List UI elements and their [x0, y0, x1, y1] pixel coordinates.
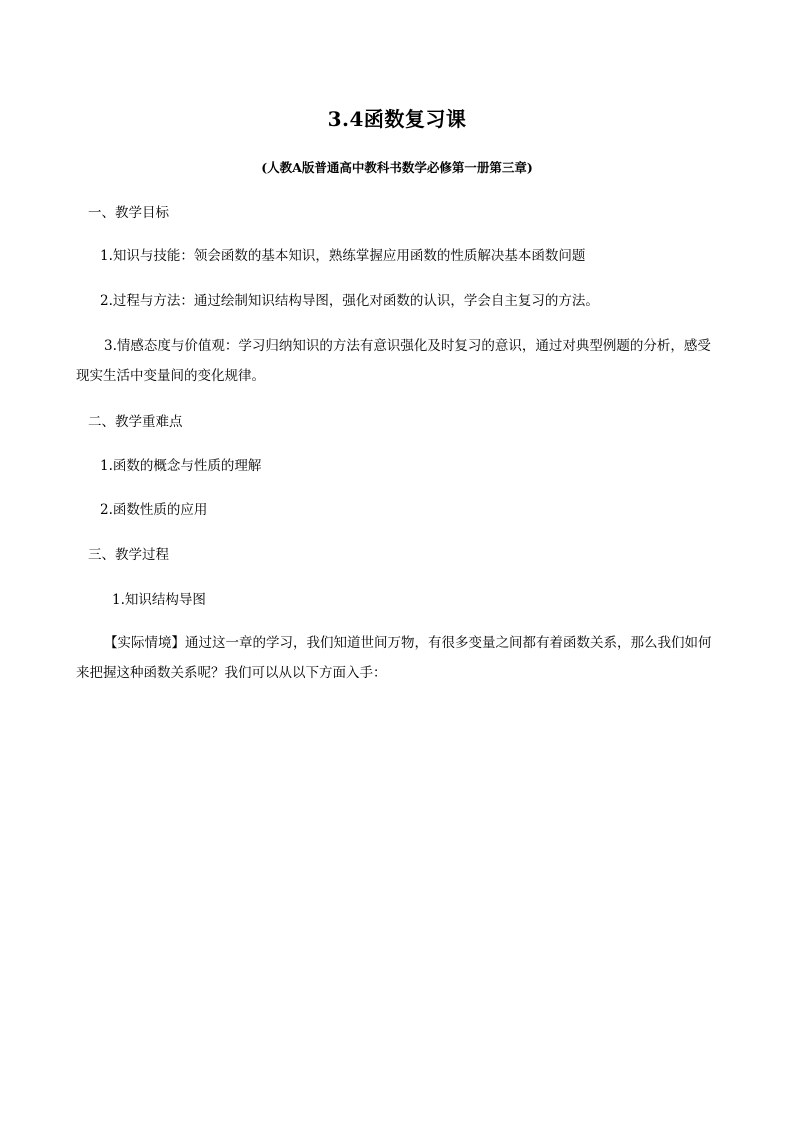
- document-subtitle: (人教A版普通高中教科书数学必修第一册第三章): [261, 160, 533, 175]
- document-title: 3.4函数复习课: [327, 107, 467, 131]
- section-heading-process: 三、教学过程: [88, 547, 169, 563]
- objective-item-3: 3.情感态度与价值观：学习归纳知识的方法有意识强化及时复习的意识，通过对典型例题的分析，感受现实生活中变量间的变化规律。: [76, 338, 711, 384]
- objective-item-1: 1.知识与技能：领会函数的基本知识，熟练掌握应用函数的性质解决基本函数问题: [100, 248, 586, 264]
- key-point-item-2: 2.函数性质的应用: [100, 502, 208, 518]
- section-heading-objectives: 一、教学目标: [88, 205, 169, 221]
- process-paragraph: 【实际情境】通过这一章的学习，我们知道世间万物，有很多变量之间都有着函数关系，那么我们如何来把握这种函数关系呢？我们可以从以下方面入手：: [76, 635, 712, 681]
- key-point-item-1: 1.函数的概念与性质的理解: [100, 458, 262, 474]
- section-heading-key-points: 二、教学重难点: [88, 414, 183, 430]
- objective-item-2: 2.过程与方法：通过绘制知识结构导图，强化对函数的认识，学会自主复习的方法。: [100, 293, 599, 309]
- process-item-1: 1.知识结构导图: [112, 592, 206, 608]
